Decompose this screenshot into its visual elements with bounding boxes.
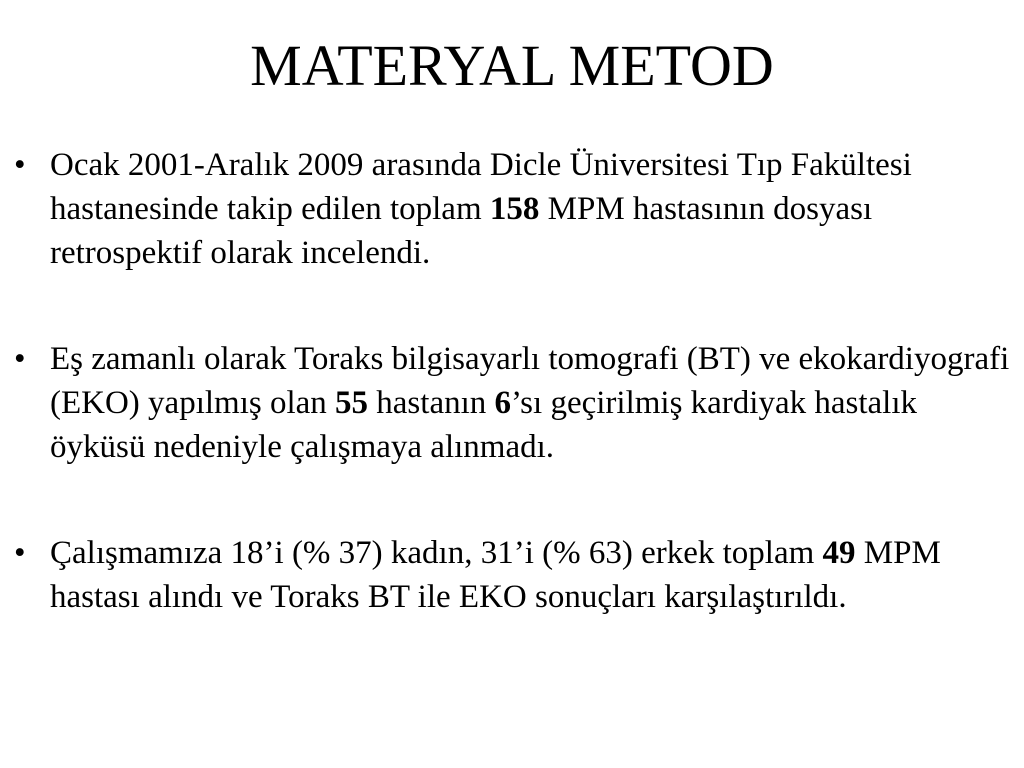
bullet-marker: • <box>14 341 26 377</box>
bullet-item <box>14 531 1014 619</box>
bullet-text-segment: Ocak 2001-Aralık 2009 arasında Dicle Üniversitesi Tıp Fakültesi hastanesinde takip edilen toplam <box>50 147 912 227</box>
bullet-text-segment: MPM hastası alındı ve Toraks BT ile EKO sonuçları karşılaştırıldı. <box>50 535 941 615</box>
bullet-bold-number: 49 <box>822 535 856 571</box>
bullet-list <box>14 143 1014 619</box>
bullet-text-segment: Eş zamanlı olarak Toraks bilgisayarlı tomografi (BT) ve ekokardiyografi (EKO) yapılmış olan <box>50 341 1010 421</box>
bullet-bold-number: 6 <box>494 385 512 421</box>
bullet-item <box>14 143 1014 275</box>
bullet-bold-number: 55 <box>335 385 369 421</box>
bullet-bold-number: 158 <box>489 191 540 227</box>
bullet-text-segment: hastanın <box>368 385 495 421</box>
bullet-text-segment: Çalışmamıza 18’i (% 37) kadın, 31’i (% 63) erkek toplam <box>50 535 823 571</box>
bullet-marker: • <box>14 535 26 571</box>
bullet-text-segment: MPM hastasının dosyası retrospektif olarak incelendi. <box>50 191 873 271</box>
bullet-text-segment: ’sı geçirilmiş kardiyak hastalık öyküsü nedeniyle çalışmaya alınmadı. <box>50 385 918 465</box>
bullet-marker: • <box>14 147 26 183</box>
bullet-item <box>14 337 1014 469</box>
slide-title: MATERYAL METOD <box>250 33 774 98</box>
